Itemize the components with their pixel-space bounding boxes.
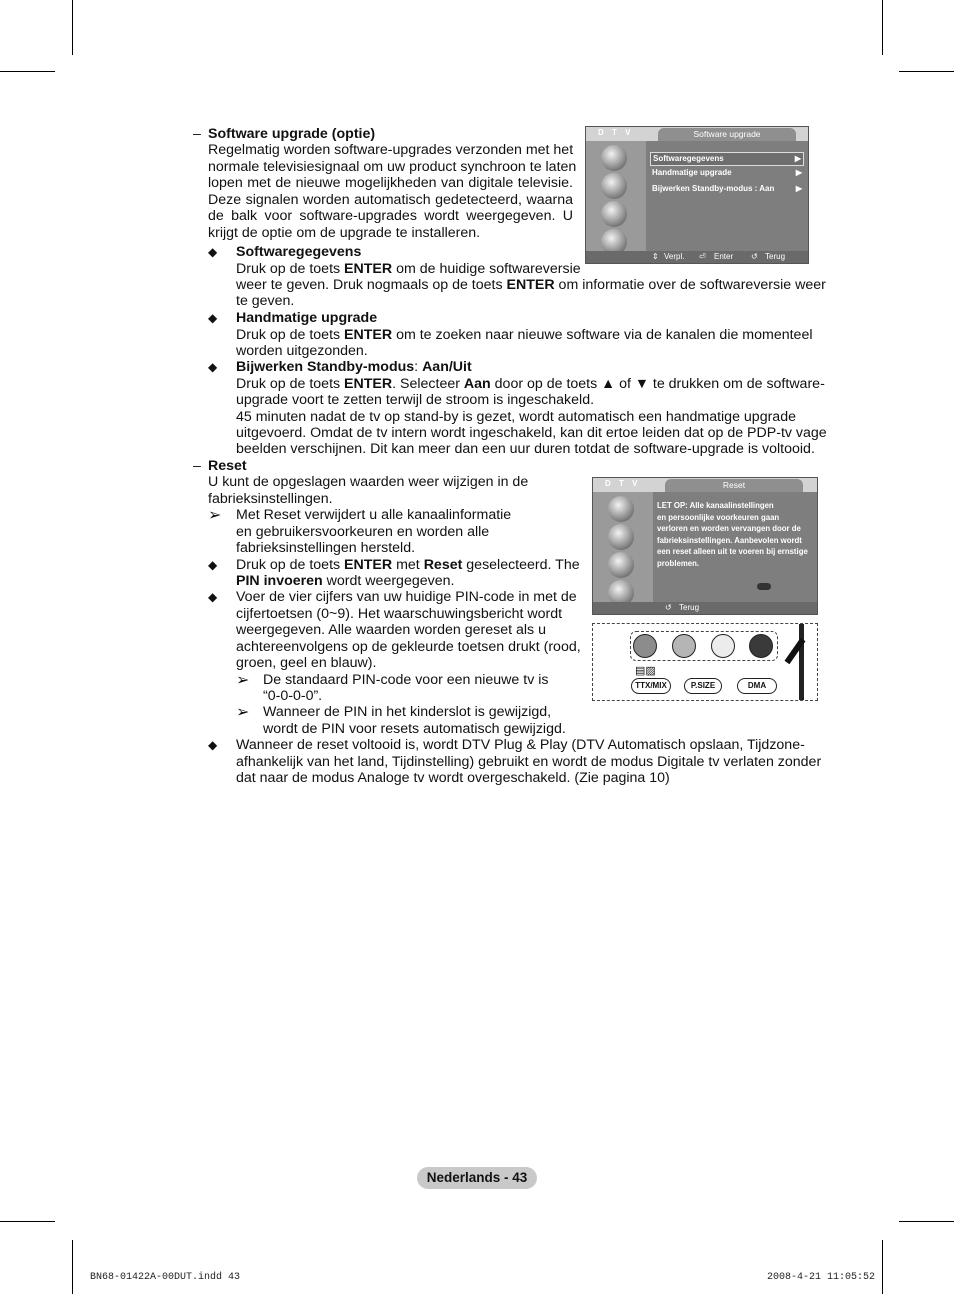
intro-line: Regelmatig worden software-upgrades verzonden met het: [208, 142, 574, 158]
body-line: afhankelijk van het land, Tijdinstelling) gebruikt en wordt de modus Digitale tv verlaten zonder: [236, 754, 822, 770]
body-line: weer te geven. Druk nogmaals op de toets ENTER om informatie over de softwareversie weer: [236, 277, 826, 293]
yellow-key[interactable]: [711, 634, 735, 658]
body-line: te geven.: [236, 293, 295, 309]
channel-icon: [608, 524, 634, 550]
footer-timestamp: 2008-4-21 11:05:52: [767, 1272, 876, 1283]
channel-icon: [601, 173, 627, 199]
move-icon: ⇕: [652, 252, 659, 261]
note-line: “0-0-0-0”.: [263, 688, 323, 704]
section-dash: –: [193, 458, 201, 474]
dtv-label: D T V: [605, 479, 641, 488]
menu-item-standby-modus[interactable]: Bijwerken Standby-modus : Aan ▶: [652, 184, 802, 193]
crop-mark: [0, 71, 55, 72]
bullet-diamond: ◆: [208, 558, 218, 572]
body-line: U kunt de opgeslagen waarden weer wijzigen in de: [208, 474, 529, 490]
menu-item-softwaregegevens[interactable]: Softwaregegevens ▶: [650, 152, 804, 166]
body-line: Druk op de toets ENTER. Selecteer Aan door op de toets ▲ of ▼ te drukken om de software-: [236, 376, 825, 392]
body-line: beelden verschijnen. Dit kan meer dan een uur duren totdat de software-upgrade is voltooid.: [236, 441, 815, 457]
section-title-software-upgrade: Software upgrade (optie): [208, 126, 376, 142]
arrow-right-icon: ▶: [795, 184, 802, 193]
arrow-right-icon: ▶: [794, 154, 801, 163]
dma-button[interactable]: DMA: [737, 678, 777, 694]
bullet-diamond: ◆: [208, 738, 218, 752]
body-line: achtereenvolgens op de gekleurde toetsen drukt (rood,: [236, 639, 581, 655]
ok-button[interactable]: [757, 583, 771, 590]
bullet-diamond: ◆: [208, 360, 218, 374]
body-line: cijfertoetsen (0~9). Het waarschuwingsbericht wordt: [236, 606, 563, 622]
body-line: worden uitgezonden.: [236, 343, 368, 359]
note-line: Met Reset verwijdert u alle kanaalinformatie: [236, 507, 512, 523]
remote-illustration: [592, 623, 818, 701]
crop-mark: [0, 1221, 55, 1222]
item-title-handmatige-upgrade: Handmatige upgrade: [236, 310, 378, 326]
page-number-badge: Nederlands - 43: [417, 1167, 537, 1189]
warning-text: LET OP: Alle kanaalinstellingen en persoonlijke voorkeuren gaan verloren en worden vervangen door de fabrieksinstellingen. Aanbevolen wordt een reset alleen uit te voeren bij ernstige problemen.: [657, 501, 808, 568]
body-line: 45 minuten nadat de tv op stand-by is gezet, wordt automatisch een handmatige upgrade: [236, 409, 796, 425]
picture-icon: [601, 145, 627, 171]
dtv-label: D T V: [598, 128, 634, 137]
body-line: groen, geel en blauw).: [236, 655, 377, 671]
crop-mark: [72, 1240, 73, 1294]
body-line: weergegeven. Alle waarden worden gereset als u: [236, 622, 546, 638]
crop-mark: [882, 1240, 883, 1294]
warning-panel: [653, 492, 817, 602]
blue-key[interactable]: [749, 634, 773, 658]
picture-icon: [608, 496, 634, 522]
note-line: fabrieksinstellingen hersteld.: [236, 540, 416, 556]
section-dash: –: [193, 126, 201, 142]
body-line: PIN invoeren wordt weergegeven.: [236, 573, 455, 589]
menu-tab-title: Reset: [665, 479, 803, 492]
body-line: Druk op de toets ENTER om de huidige softwareversie: [236, 261, 581, 277]
menu-footer: [593, 602, 817, 614]
intro-line: de balk voor software-upgrades wordt weergegeven. U: [208, 208, 573, 224]
footer-move: Verpl.: [664, 252, 685, 261]
body-line: uitgevoerd. Omdat de tv intern wordt ingeschakeld, kan dit ertoe leiden dat op de PDP-tv vage: [236, 425, 827, 441]
body-line: Druk op de toets ENTER met Reset geselecteerd. The: [236, 557, 580, 573]
note-arrow-icon: ➢: [236, 672, 250, 689]
item-title-standby: Bijwerken Standby-modus: Aan/Uit: [236, 359, 472, 375]
note-arrow-icon: ➢: [236, 704, 250, 721]
intro-line: krijgt de optie om de upgrade te installeren.: [208, 225, 481, 241]
menu-sidebar: [593, 492, 653, 602]
remote-edge: [799, 624, 804, 700]
footer-back: Terug: [679, 603, 700, 612]
psize-button[interactable]: P.SIZE: [684, 678, 722, 694]
note-line: De standaard PIN-code voor een nieuwe tv is: [263, 672, 549, 688]
menu-sidebar: [586, 141, 646, 251]
green-key[interactable]: [672, 634, 696, 658]
menu-tab-title: Software upgrade: [658, 128, 796, 141]
setup-gear-icon: [608, 552, 634, 578]
bullet-diamond: ◆: [208, 590, 218, 604]
footer-filename: BN68-01422A-00DUT.indd 43: [90, 1272, 241, 1283]
note-line: en gebruikersvoorkeuren en worden alle: [236, 524, 490, 540]
menu-item-handmatige-upgrade[interactable]: Handmatige upgrade ▶: [652, 168, 802, 177]
enter-icon: ⏎: [699, 252, 706, 261]
intro-line: Deze signalen worden automatisch gedetecteerd, waarna: [208, 192, 573, 208]
footer-back: Terug: [765, 252, 786, 261]
body-line: fabrieksinstellingen.: [208, 491, 333, 507]
note-arrow-icon: ➢: [208, 507, 222, 524]
return-icon: ↺: [665, 603, 672, 612]
body-line: Wanneer de reset voltooid is, wordt DTV Plug & Play (DTV Automatisch opslaan, Tijdzone-: [236, 737, 805, 753]
crop-mark: [899, 1221, 954, 1222]
ttx-mix-button[interactable]: TTX/MIX: [631, 678, 671, 694]
body-line: dat naar de modus Analoge tv wordt overgeschakeld. (Zie pagina 10): [236, 770, 670, 786]
crop-mark: [72, 0, 73, 55]
bullet-diamond: ◆: [208, 311, 218, 325]
crop-mark: [899, 71, 954, 72]
intro-line: lopen met de nieuwe mogelijkheden van digitale televisie.: [208, 175, 573, 191]
tv-menu-reset: [592, 477, 818, 615]
setup-gear-icon: [601, 201, 627, 227]
body-line: upgrade voort te zetten terwijl de stroom is ingeschakeld.: [236, 392, 595, 408]
item-title-softwaregegevens: Softwaregegevens: [236, 244, 362, 260]
crop-mark: [882, 0, 883, 55]
note-line: wordt de PIN voor resets automatisch gewijzigd.: [263, 721, 566, 737]
bullet-diamond: ◆: [208, 245, 218, 259]
return-icon: ↺: [751, 252, 758, 261]
footer-enter: Enter: [714, 252, 734, 261]
note-line: Wanneer de PIN in het kinderslot is gewijzigd,: [263, 704, 552, 720]
section-title-reset: Reset: [208, 458, 247, 474]
body-line: Druk op de toets ENTER om te zoeken naar nieuwe software via de kanalen die momenteel: [236, 327, 813, 343]
menu-footer: [586, 251, 808, 263]
teletext-icon: ▤▨: [635, 665, 656, 677]
arrow-right-icon: ▶: [795, 168, 802, 177]
body-line: Voer de vier cijfers van uw huidige PIN-code in met de: [236, 589, 577, 605]
menu-list: [646, 141, 808, 251]
red-key[interactable]: [633, 634, 657, 658]
tv-menu-software-upgrade: [585, 126, 809, 264]
intro-line: normale televisiesignaal om uw product synchroon te laten: [208, 159, 577, 175]
